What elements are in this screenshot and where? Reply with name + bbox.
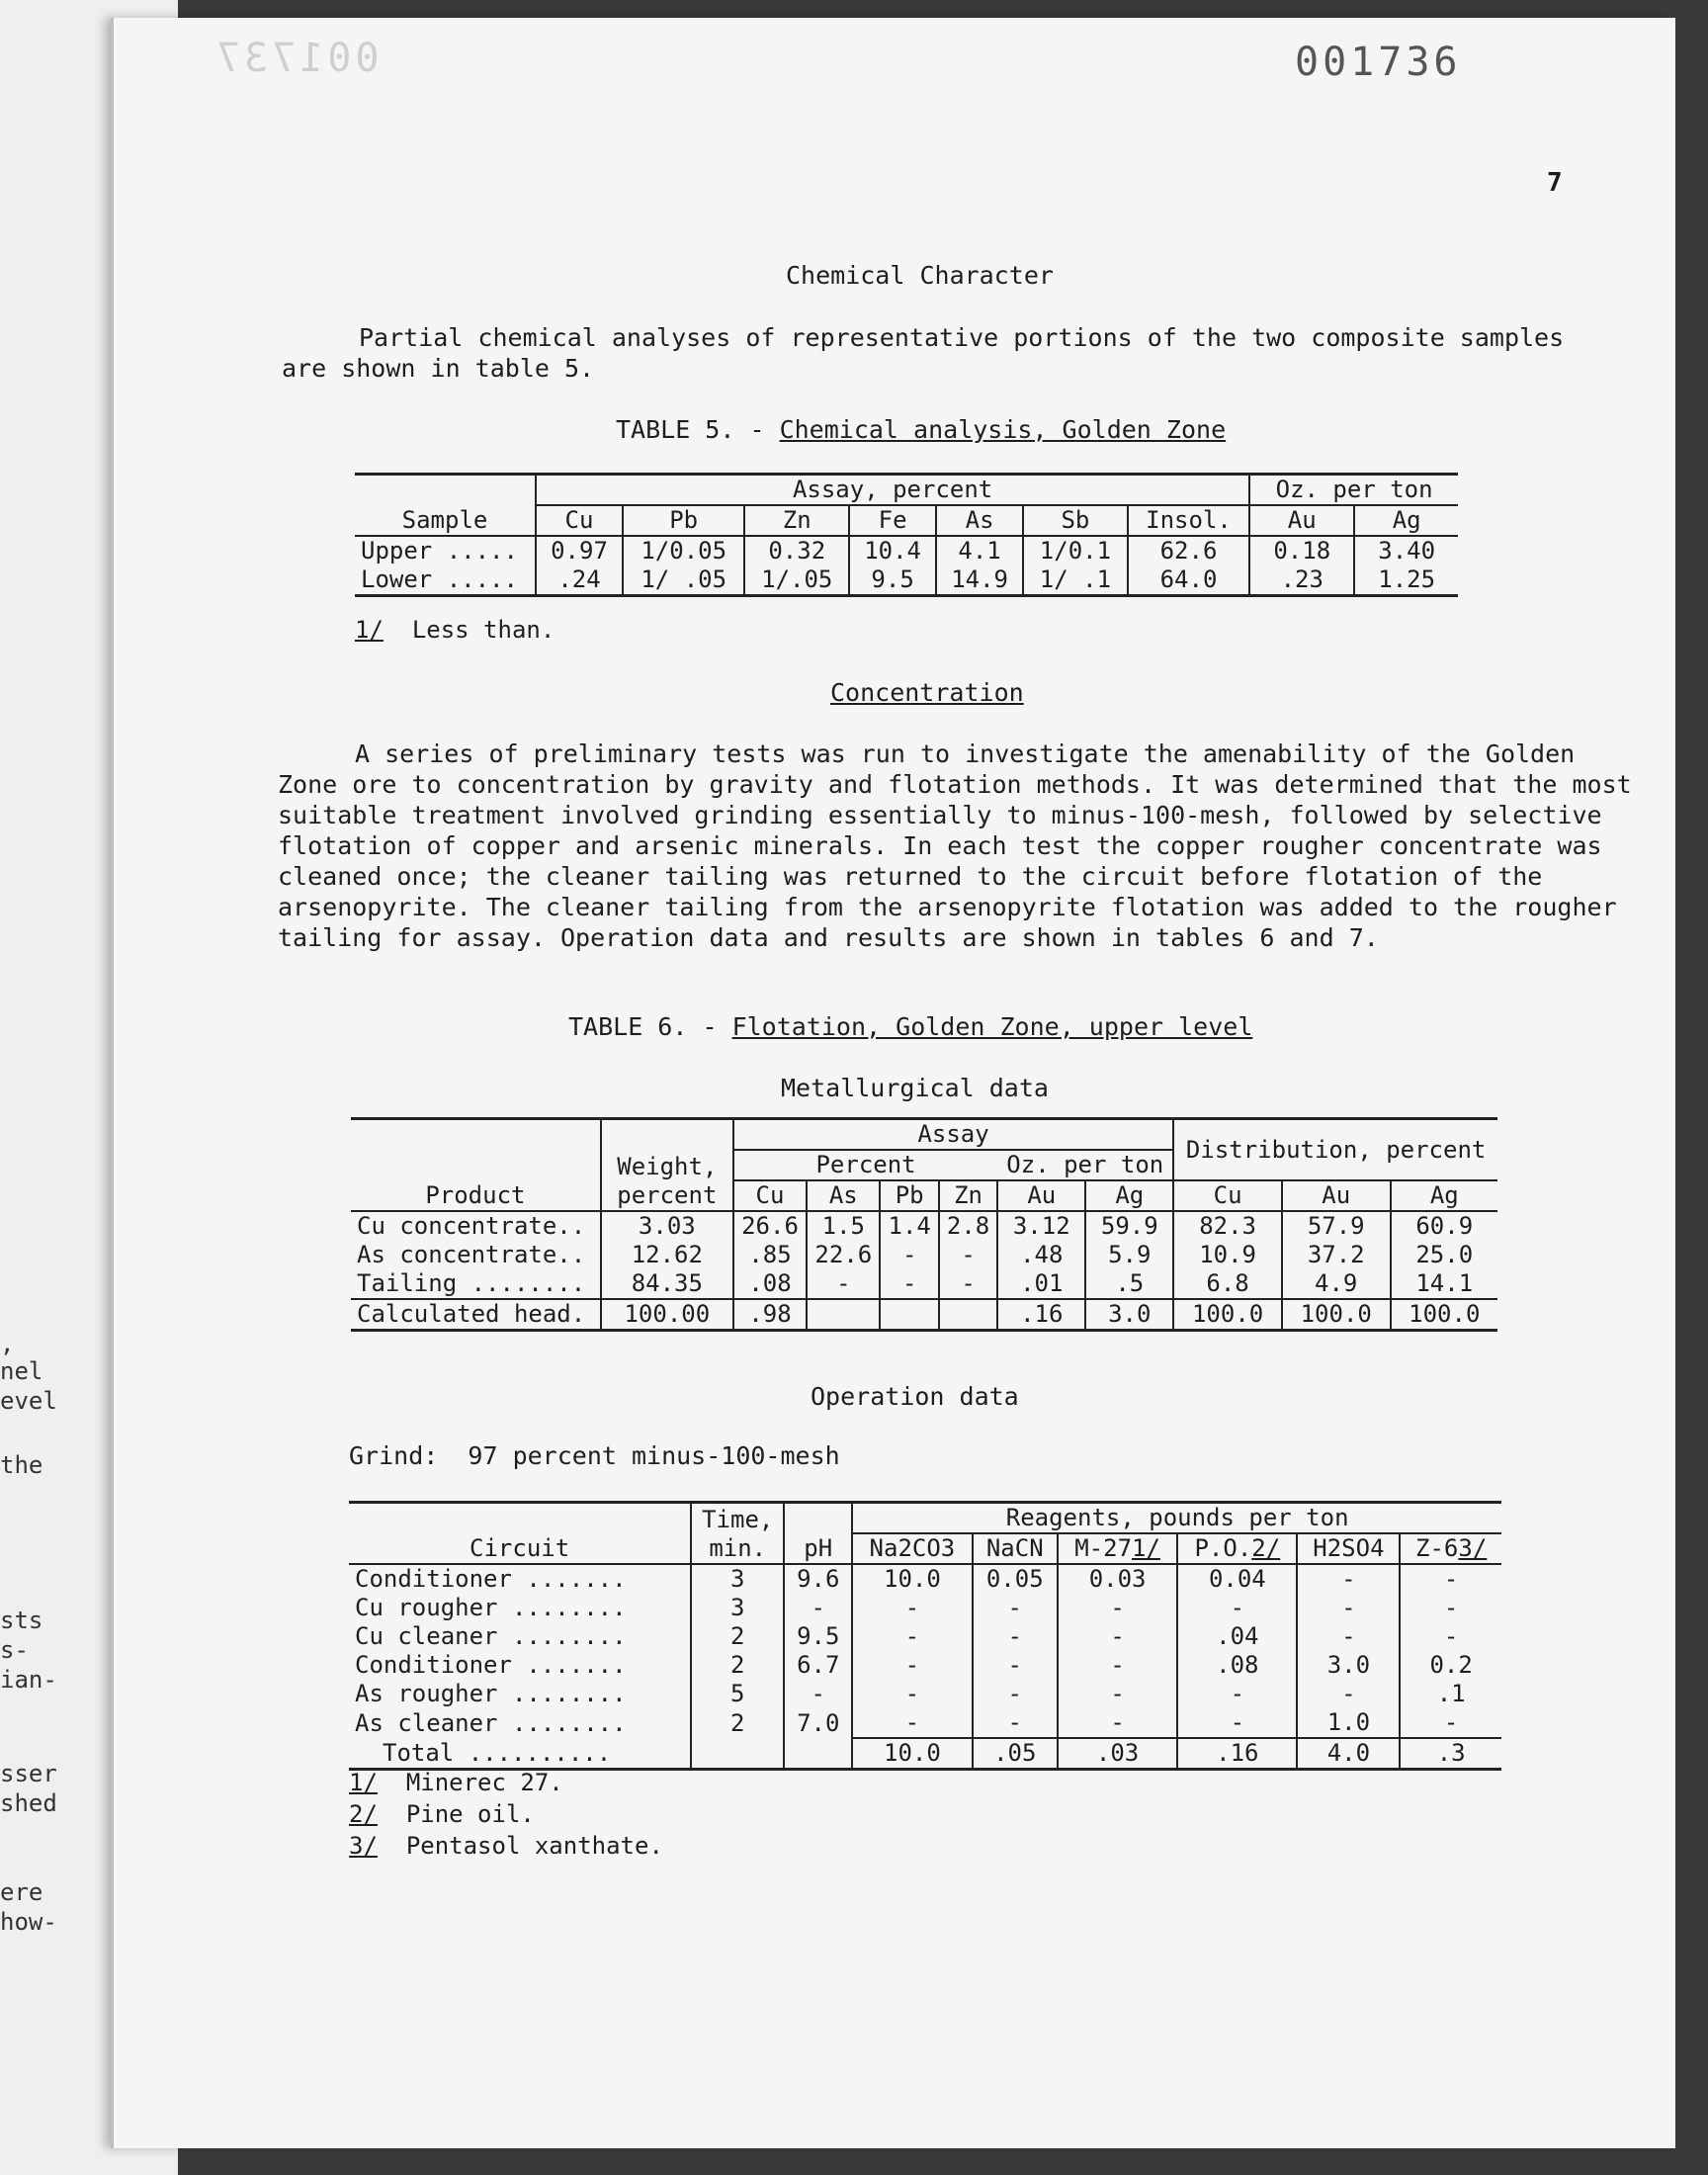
reagent-cell: - — [973, 1622, 1058, 1651]
table6-cell: 12.62 — [601, 1241, 733, 1269]
side-fragment: , — [0, 1330, 15, 1357]
table6 — [351, 1117, 1497, 1332]
table-row — [349, 1738, 1501, 1770]
reagent-footnote-mark: 2/ — [1251, 1534, 1281, 1562]
table5-cell: 0.18 — [1249, 536, 1354, 566]
reagent-cell: - — [1297, 1564, 1400, 1594]
ph-cell: 6.7 — [784, 1651, 852, 1680]
table6-cell: .48 — [997, 1241, 1085, 1269]
table5-group-oz: Oz. per ton — [1249, 475, 1458, 506]
table6-col-header: Au — [1282, 1180, 1391, 1211]
reagent-cell: - — [1297, 1622, 1400, 1651]
reagent-footnote-mark: 1/ — [1132, 1534, 1160, 1562]
circuit-cell: Conditioner ....... — [355, 1651, 627, 1679]
reagent-cell: - — [1297, 1594, 1400, 1622]
table6-cell: 3.0 — [1085, 1299, 1173, 1331]
reagent-cell: .1 — [1400, 1680, 1501, 1708]
table-row — [349, 1680, 1501, 1708]
table6-cell: 6.8 — [1173, 1269, 1282, 1299]
reagent-cell: - — [1177, 1594, 1297, 1622]
table6-product-cell: Tailing ........ — [357, 1269, 586, 1297]
table5-cell: 62.6 — [1128, 536, 1249, 566]
table5-cell: 3.40 — [1354, 536, 1458, 566]
table6-cell: .85 — [733, 1241, 807, 1269]
circuit-cell: Cu cleaner ........ — [355, 1622, 627, 1650]
table6-cell: 3.12 — [997, 1211, 1085, 1241]
table6-col-header: Ag — [1085, 1180, 1173, 1211]
reagent-name: Na2CO3 — [869, 1534, 956, 1562]
table6-cell: - — [807, 1269, 880, 1299]
table6-cell: .5 — [1085, 1269, 1173, 1299]
footnote-mark: 2/ — [349, 1800, 378, 1828]
table5-col-header: Zn — [744, 505, 849, 536]
table6-cell: 82.3 — [1173, 1211, 1282, 1241]
ph-cell: - — [784, 1594, 852, 1622]
time-cell: 3 — [691, 1564, 784, 1594]
total-cell: .03 — [1058, 1738, 1177, 1770]
table6-cell: 100.0 — [1282, 1299, 1391, 1331]
reagent-cell: - — [1177, 1708, 1297, 1738]
table-row — [349, 1708, 1501, 1738]
table6-cell: 1.5 — [807, 1211, 880, 1241]
operation-footnote — [349, 1831, 663, 1862]
table-row — [351, 1211, 1497, 1241]
reagent-cell: - — [852, 1622, 972, 1651]
table5-title — [616, 415, 1226, 444]
table5-header-sample: Sample — [401, 506, 488, 534]
time-cell: 2 — [691, 1622, 784, 1651]
reagent-name: M-27 — [1074, 1534, 1133, 1562]
reagent-cell: - — [973, 1680, 1058, 1708]
section-heading-chemical: Chemical Character — [786, 261, 1054, 290]
operation-heading: Operation data — [811, 1382, 1019, 1411]
reagent-cell: 0.04 — [1177, 1564, 1297, 1594]
reagent-cell: 0.05 — [973, 1564, 1058, 1594]
total-cell: .3 — [1400, 1738, 1501, 1770]
table6-col-header: Au — [997, 1180, 1085, 1211]
reagent-header — [1400, 1533, 1501, 1564]
reagent-cell: 10.0 — [852, 1564, 972, 1594]
table-row — [355, 566, 1458, 596]
table5-title-text: Chemical analysis, Golden Zone — [779, 415, 1227, 444]
reagent-cell: - — [1297, 1680, 1400, 1708]
table6-cell: .98 — [733, 1299, 807, 1331]
side-fragment: s- — [0, 1636, 29, 1664]
total-cell: .05 — [973, 1738, 1058, 1770]
table6-cell: 59.9 — [1085, 1211, 1173, 1241]
table5 — [355, 473, 1458, 597]
reagent-cell: - — [852, 1680, 972, 1708]
section-heading-concentration: Concentration — [830, 678, 1024, 707]
table6-cell: 37.2 — [1282, 1241, 1391, 1269]
table5-col-header: Ag — [1354, 505, 1458, 536]
table5-footnote — [355, 615, 555, 646]
table5-title-prefix: TABLE 5. - — [616, 415, 780, 444]
table5-cell: 1/0.1 — [1023, 536, 1128, 566]
reagent-cell: - — [1177, 1680, 1297, 1708]
table6-cell: - — [939, 1241, 997, 1269]
side-fragment: evel — [0, 1387, 57, 1415]
table6-title-prefix: TABLE 6. - — [568, 1012, 732, 1041]
reagent-header — [1177, 1533, 1297, 1564]
total-label: Total .......... — [383, 1738, 612, 1767]
table5-cell: 1/0.05 — [623, 536, 744, 566]
table6-cell: 100.0 — [1391, 1299, 1497, 1331]
reagent-cell: - — [1058, 1594, 1177, 1622]
table6-cell: 25.0 — [1391, 1241, 1497, 1269]
table6-col-header: Zn — [939, 1180, 997, 1211]
table6-col-header: Pb — [880, 1180, 938, 1211]
side-fragment: how- — [0, 1908, 57, 1936]
table5-cell: 0.32 — [744, 536, 849, 566]
table5-col-header: Cu — [536, 505, 623, 536]
operation-table — [349, 1501, 1501, 1771]
table-row — [351, 1299, 1497, 1331]
side-fragment: shed — [0, 1789, 57, 1817]
ph-cell: 9.5 — [784, 1622, 852, 1651]
reagent-cell: - — [1400, 1622, 1501, 1651]
reagent-cell: - — [973, 1651, 1058, 1680]
reagent-cell: 0.03 — [1058, 1564, 1177, 1594]
table6-cell: .16 — [997, 1299, 1085, 1331]
operation-header-ph: pH — [784, 1503, 852, 1565]
side-fragment: nel — [0, 1357, 43, 1385]
table5-cell: 64.0 — [1128, 566, 1249, 596]
table5-sample-cell: Lower ..... — [361, 566, 518, 593]
operation-header-circuit: Circuit — [470, 1534, 570, 1562]
time-cell: 2 — [691, 1708, 784, 1738]
reagent-name: Z-6 — [1415, 1534, 1459, 1562]
circuit-cell: Conditioner ....... — [355, 1565, 627, 1593]
side-fragment: ian- — [0, 1666, 57, 1694]
operation-footnote — [349, 1768, 563, 1798]
table6-cell: .01 — [997, 1269, 1085, 1299]
table6-header-distribution: Distribution, percent — [1173, 1119, 1497, 1181]
reagent-cell: - — [1400, 1564, 1501, 1594]
table5-sample-cell: Upper ..... — [361, 537, 518, 565]
table6-cell: .08 — [733, 1269, 807, 1299]
footnote-mark: 1/ — [349, 1769, 378, 1796]
table-row — [351, 1241, 1497, 1269]
table6-cell: 22.6 — [807, 1241, 880, 1269]
table6-header-weight: Weight, percent — [601, 1119, 733, 1212]
reagent-cell: - — [1400, 1594, 1501, 1622]
table5-col-header: Pb — [623, 505, 744, 536]
table5-cell: 4.1 — [936, 536, 1023, 566]
table6-cell: 5.9 — [1085, 1241, 1173, 1269]
table6-header-assay: Assay — [733, 1119, 1173, 1151]
table6-cell: 3.03 — [601, 1211, 733, 1241]
footnote-text: Minerec 27. — [405, 1769, 563, 1796]
reagent-cell: - — [852, 1708, 972, 1738]
reagent-header — [1297, 1533, 1400, 1564]
reagent-cell: - — [1058, 1708, 1177, 1738]
table5-group-assay: Assay, percent — [536, 475, 1249, 506]
table6-cell: 1.4 — [880, 1211, 938, 1241]
time-cell: 3 — [691, 1594, 784, 1622]
table5-col-header: Fe — [849, 505, 936, 536]
ph-cell: 9.6 — [784, 1564, 852, 1594]
table-row — [349, 1651, 1501, 1680]
reagent-cell: - — [1058, 1651, 1177, 1680]
ghost-stamp-number: 001737 — [213, 36, 380, 81]
table6-header-oz: Oz. per ton — [997, 1150, 1173, 1180]
table5-cell: 10.4 — [849, 536, 936, 566]
reagent-cell: - — [973, 1594, 1058, 1622]
table6-col-header: Cu — [1173, 1180, 1282, 1211]
document-page — [111, 18, 1675, 2148]
table6-cell — [939, 1299, 997, 1331]
reagent-cell: - — [852, 1651, 972, 1680]
footnote-mark: 3/ — [349, 1832, 378, 1860]
table5-cell: .23 — [1249, 566, 1354, 596]
footnote-mark: 1/ — [355, 616, 384, 644]
reagent-header — [1058, 1533, 1177, 1564]
reagent-footnote-mark: 3/ — [1458, 1534, 1488, 1562]
table6-product-cell: As concentrate.. — [357, 1241, 586, 1268]
paragraph-chemical: Partial chemical analyses of representative portions of the two composite samples are shown in table 5. — [282, 323, 1565, 383]
table6-subtitle: Metallurgical data — [781, 1074, 1049, 1102]
circuit-cell: Cu rougher ........ — [355, 1594, 627, 1621]
page-number: 7 — [1547, 168, 1563, 198]
table5-cell: 1/.05 — [744, 566, 849, 596]
reagent-name: H2SO4 — [1313, 1534, 1385, 1562]
total-cell: .16 — [1177, 1738, 1297, 1770]
table6-cell: 10.9 — [1173, 1241, 1282, 1269]
footnote-text: Pine oil. — [405, 1800, 535, 1828]
side-fragment: sts — [0, 1607, 43, 1634]
empty-cell — [784, 1738, 852, 1770]
operation-header-time: Time, min. — [691, 1503, 784, 1565]
table-row — [351, 1269, 1497, 1299]
paragraph-concentration: A series of preliminary tests was run to investigate the amenability of the Golden Zone ore to concentration by gravity and flotation methods. It was determined that the most suitable treatment involved grinding essentially to minus-100-mesh, followed by selective flotation of copper and arsenic minerals. In each test the copper rougher concentrate was cleaned once; the cleaner tailing was returned to the circuit before flotation of the arsenopyrite. The cleaner tailing from the arsenopyrite flotation was added to the rougher tailing for assay. Operation data and results are shown in tables 6 and 7. — [278, 740, 1632, 952]
table6-cell: 60.9 — [1391, 1211, 1497, 1241]
reagent-cell: 0.2 — [1400, 1651, 1501, 1680]
table-row — [355, 536, 1458, 566]
table6-title-text: Flotation, Golden Zone, upper level — [731, 1012, 1253, 1041]
reagent-name: P.O. — [1194, 1534, 1252, 1562]
circuit-cell: As rougher ........ — [355, 1680, 627, 1707]
reagent-name: NaCN — [985, 1534, 1044, 1562]
table6-product-cell: Cu concentrate.. — [357, 1212, 586, 1240]
table6-cell: 57.9 — [1282, 1211, 1391, 1241]
table6-cell: 26.6 — [733, 1211, 807, 1241]
empty-cell — [691, 1738, 784, 1770]
reagent-cell: .04 — [1177, 1622, 1297, 1651]
side-fragment: the — [0, 1451, 43, 1479]
total-cell: 4.0 — [1297, 1738, 1400, 1770]
reagent-cell: 3.0 — [1297, 1651, 1400, 1680]
table-row — [349, 1622, 1501, 1651]
stamp-number: 001736 — [1295, 40, 1462, 85]
table6-cell: 100.0 — [1173, 1299, 1282, 1331]
table6-col-header: Cu — [733, 1180, 807, 1211]
footnote-text: Less than. — [411, 616, 555, 644]
reagent-cell: - — [1400, 1708, 1501, 1738]
table5-cell: .24 — [536, 566, 623, 596]
table5-cell: 1/ .1 — [1023, 566, 1128, 596]
table6-cell — [807, 1299, 880, 1331]
table6-cell: 2.8 — [939, 1211, 997, 1241]
table6-header-product: Product — [425, 1181, 526, 1209]
table6-cell: 14.1 — [1391, 1269, 1497, 1299]
total-cell: 10.0 — [852, 1738, 972, 1770]
table6-cell — [880, 1299, 938, 1331]
table5-col-header: Sb — [1023, 505, 1128, 536]
table6-cell: - — [880, 1241, 938, 1269]
side-fragment: ere — [0, 1878, 43, 1906]
reagent-cell: - — [1058, 1622, 1177, 1651]
table-row — [349, 1594, 1501, 1622]
reagent-cell: - — [973, 1708, 1058, 1738]
operation-header-reagents: Reagents, pounds per ton — [852, 1503, 1501, 1534]
table5-col-header: Insol. — [1128, 505, 1249, 536]
time-cell: 5 — [691, 1680, 784, 1708]
table6-cell: 100.00 — [601, 1299, 733, 1331]
table6-cell: 84.35 — [601, 1269, 733, 1299]
table-row — [349, 1564, 1501, 1594]
ph-cell: - — [784, 1680, 852, 1708]
table6-cell: - — [939, 1269, 997, 1299]
circuit-cell: As cleaner ........ — [355, 1708, 627, 1737]
table6-title — [568, 1012, 1252, 1041]
time-cell: 2 — [691, 1651, 784, 1680]
table5-cell: 0.97 — [536, 536, 623, 566]
table6-cell: - — [880, 1269, 938, 1299]
reagent-header — [852, 1533, 972, 1564]
table5-col-header: Au — [1249, 505, 1354, 536]
table6-product-cell: Calculated head. — [357, 1300, 586, 1328]
reagent-cell: - — [1058, 1680, 1177, 1708]
side-fragment: sser — [0, 1760, 57, 1787]
table5-cell: 14.9 — [936, 566, 1023, 596]
operation-footnote — [349, 1799, 535, 1830]
table6-col-header: Ag — [1391, 1180, 1497, 1211]
table6-col-header: As — [807, 1180, 880, 1211]
reagent-cell: .08 — [1177, 1651, 1297, 1680]
reagent-header — [973, 1533, 1058, 1564]
table5-cell: 9.5 — [849, 566, 936, 596]
table5-cell: 1.25 — [1354, 566, 1458, 596]
table6-header-percent: Percent — [733, 1150, 997, 1180]
footnote-text: Pentasol xanthate. — [405, 1832, 663, 1860]
reagent-cell: - — [852, 1594, 972, 1622]
table5-col-header: As — [936, 505, 1023, 536]
table5-cell: 1/ .05 — [623, 566, 744, 596]
grind-line: Grind: 97 percent minus-100-mesh — [349, 1441, 840, 1470]
table6-cell: 4.9 — [1282, 1269, 1391, 1299]
reagent-cell: 1.0 — [1297, 1708, 1400, 1738]
ph-cell: 7.0 — [784, 1708, 852, 1738]
